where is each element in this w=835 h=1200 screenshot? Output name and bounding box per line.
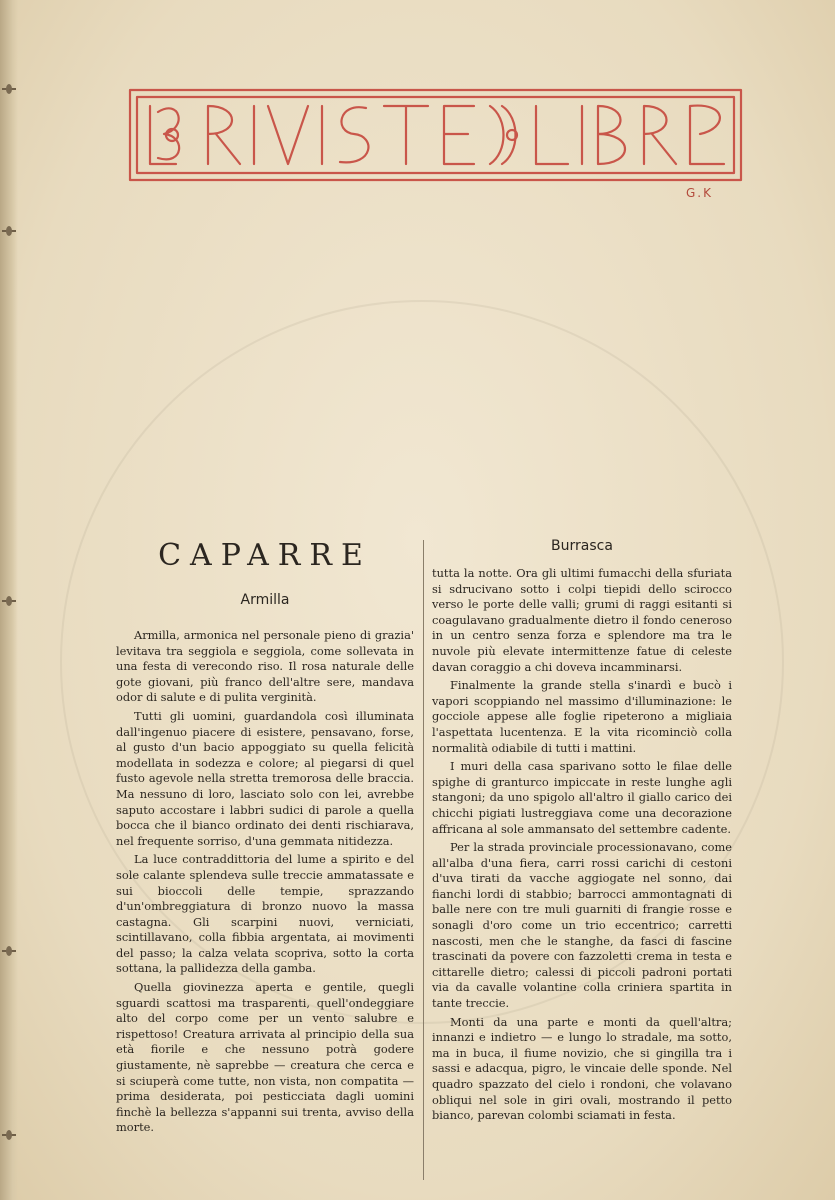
masthead-banner (128, 88, 743, 182)
binding-pin (2, 1130, 16, 1140)
section-title-burrasca: Burrasca (551, 538, 613, 554)
section-title-armilla: Armilla (240, 592, 290, 608)
paragraph: Armilla, armonica nel personale pieno di grazia' levitava tra seggiola e seggiola, come sollevata in una festa di verecondo riso. Il rosa naturale delle gote giovani, più franco dell'altre sere, mandava odor di salute e di pulita verginità. (116, 628, 414, 705)
paragraph: Tutti gli uomini, guardandola così illuminata dall'ingenuo piacere di esistere, pensavano, forse, al gusto d'un bacio appoggiato su quella felicità modellata in sodezza e colore; al piegarsi di quel fusto agevole nella stretta tremorosa delle braccia. Ma nessuno di loro, lasciato solo con lei, avrebbe saputo accostare i labbri sudici di parole a quella bocca che il bianco ordinato dei denti rischiarava, nel frequente sorriso, d'una gemmata nitidezza. (116, 708, 414, 848)
binding-pin (2, 946, 16, 956)
paragraph: tutta la notte. Ora gli ultimi fumacchi della sfuriata si sdrucivano sotto i colpi tiepidi dello scirocco verso le porte delle valli; grumi di raggi esitanti si coagulavano gradualmente dietro il fondo ceneroso in un centro senza forza e splendore ma tra le nuvole più elevate intermittenze fatue di celeste davan coraggio a chi doveva incamminarsi. (432, 566, 732, 674)
paragraph: Quella giovinezza aperta e gentile, quegli sguardi scattosi ma trasparenti, quell'ondeggiare alto del corpo come per un vento salubre e rispettoso! Creatura arrivata al principio della sua età fiorile e che nessuno potrà godere giustamente, nè saprebbe — creatura che cerca e si sciuperà come tutte, non vista, non compatita — prima desiderata, poi pesticciata dagli uomini finchè la bellezza s'appanni sui trenta, avviso della morte. (116, 980, 414, 1135)
page-binding-edge (0, 0, 18, 1200)
article-caparre (116, 532, 414, 1139)
illustrator-signature: G.K (686, 186, 713, 200)
paragraph: Finalmente la grande stella s'inardì e bucò i vapori scoppiando nel massimo d'illuminazione: le gocciole appese alle foglie ripeterono a migliaia l'aspettata lucentenza. E la vita ricominciò colla normalità odiabile di tutti i mattini. (432, 678, 732, 755)
burrasca-text (432, 566, 732, 1124)
article-burrasca (432, 532, 732, 1127)
binding-pin (2, 226, 16, 236)
binding-pin (2, 84, 16, 94)
binding-pin (2, 596, 16, 606)
article-title: CAPARRE (158, 538, 372, 573)
paragraph: Monti da una parte e monti da quell'altra; innanzi e indietro — e lungo lo stradale, ma sotto, ma in buca, il fiume novizio, che si gingilla tra i sassi e adacqua, pigro, le vincaie delle sponde. Nel quadro spazzato del cielo i rondoni, che volavano obliqui nel sole in giri ovali, mostrando il petto bianco, parevan colombi sciamati in festa. (432, 1014, 732, 1123)
paragraph: I muri della casa sparivano sotto le filae delle spighe di granturco impiccate in reste lunghe agli stangoni; da uno spigolo all'altro il giallo carico dei chicchi pigiati lustreggiava come una decorazione affricana al sole ammansato del settembre cadente. (432, 759, 732, 836)
column-divider (423, 540, 424, 1180)
masthead-ornament (128, 88, 743, 182)
paragraph: La luce contraddittoria del lume a spirito e del sole calante splendeva sulle treccie ammatassate e sui bioccoli delle tempie, sprazzando d'un'ombreggiatura di bronzo nuovo la massa castagna. Gli scarpini nuovi, verniciati, scintillavano, colla fibbia argentata, ai movimenti del passo; la calza velata scopriva, sotto la corta sottana, la pallidezza della gamba. (116, 852, 414, 976)
armilla-text (116, 628, 414, 1136)
paragraph: Per la strada provinciale processionavano, come all'alba d'una fiera, carri rossi carichi di cestoni d'uva tirati da vacche aggiogate nel sonno, dai fianchi lordi di stabbio; barrocci ammontagnati di balle nere con tre muli guarniti di frangie rosse e sonagli d'oro come un trio eccentrico; carretti nascosti, men che le stanghe, da fasci di fascine trascinati da povere con fazzoletti crema in testa e cittarelle dietro; calessi di piccoli padroni portati via da cavalle volantine colla criniera spartita in tante treccie. (432, 840, 732, 1011)
